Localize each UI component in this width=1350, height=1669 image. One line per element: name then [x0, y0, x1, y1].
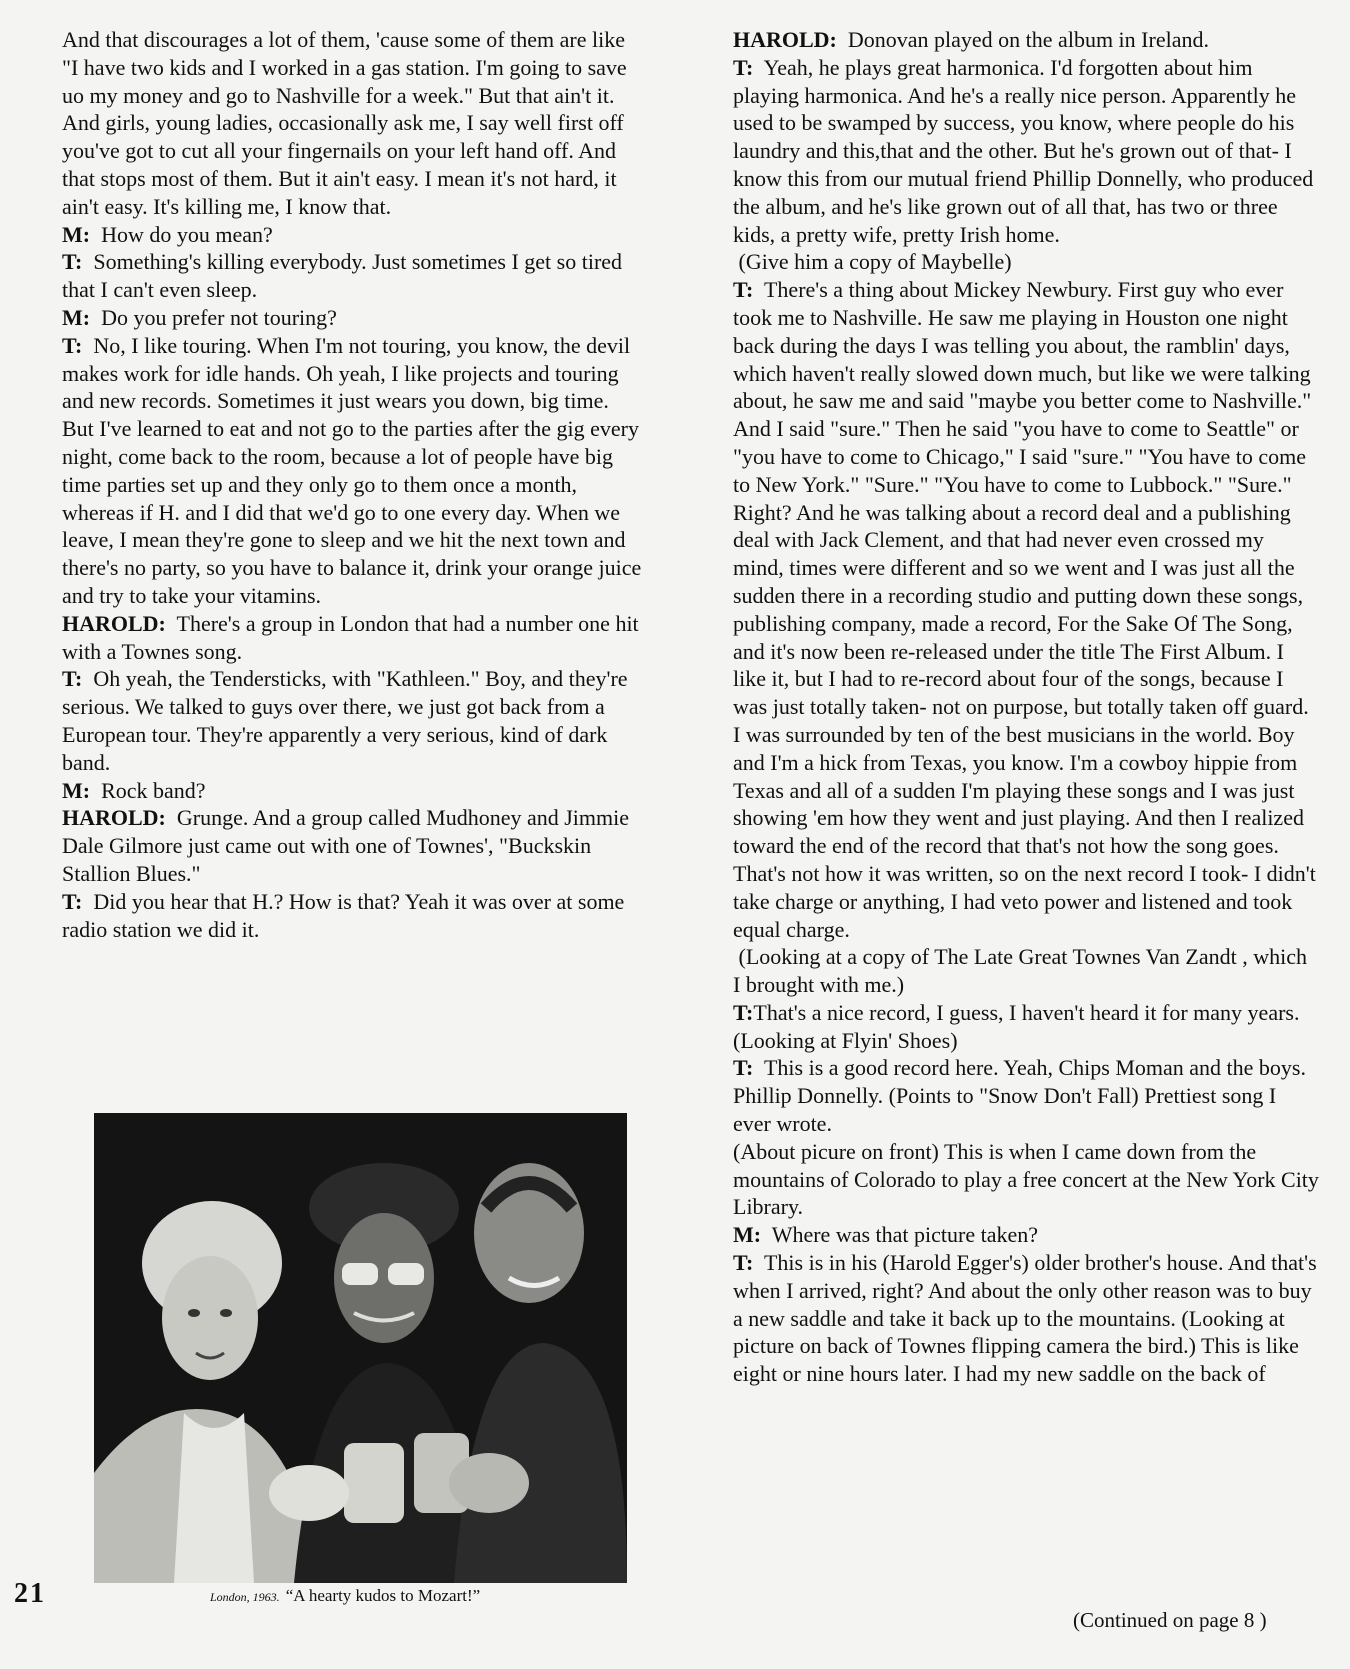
- paragraph: M: Where was that picture taken?: [733, 1222, 1039, 1248]
- speaker-label: T:: [733, 54, 754, 80]
- photo-caption: [210, 1586, 630, 1606]
- paragraph: And that discourages a lot of them, 'cause some of them are like "I have two kids and I worked in a gas station. I'm going to save uo my money and go to Nashville for a week." But that ain't it. And girls, young ladies, occasionally ask me, I say well first off you've got to cut all your fingernails on your left hand off. And that stops most of them. But it ain't easy. I mean it's not hard, it ain't easy. It's killing me, I know that.: [62, 27, 627, 219]
- caption-place: London, 1963.: [210, 1590, 280, 1604]
- speaker-label: M:: [62, 777, 91, 803]
- speaker-label: T:: [733, 277, 754, 303]
- speaker-label: HAROLD:: [62, 805, 166, 831]
- continued-note: (Continued on page 8 ): [1073, 1608, 1267, 1632]
- paragraph: M: Do you prefer not touring?: [62, 304, 337, 330]
- paragraph: HAROLD: Grunge. And a group called Mudhoney and Jimmie Dale Gilmore just came out with one of Townes', "Buckskin Stallion Blues.": [62, 805, 630, 886]
- page-number: 21: [14, 1578, 46, 1609]
- speaker-label: T:: [733, 999, 754, 1025]
- speaker-label: T:: [62, 666, 83, 692]
- paragraph: T:That's a nice record, I guess, I haven't heard it for many years.: [733, 999, 1300, 1025]
- speaker-label: M:: [62, 221, 91, 247]
- speaker-label: M:: [62, 304, 91, 330]
- paragraph: T: Something's killing everybody. Just sometimes I get so tired that I can't even sleep.: [62, 249, 623, 303]
- paragraph: T: Did you hear that H.? How is that? Yeah it was over at some radio station we did it.: [62, 888, 625, 942]
- speaker-label: HAROLD:: [62, 610, 166, 636]
- paragraph: T: Oh yeah, the Tendersticks, with "Kathleen." Boy, and they're serious. We talked to guys over there, we just got back from a European tour. They're apparently a very serious, kind of dark band.: [62, 666, 628, 775]
- speaker-label: M:: [733, 1222, 762, 1248]
- speaker-label: HAROLD:: [733, 27, 837, 52]
- paragraph: (Looking at Flyin' Shoes): [733, 1027, 958, 1053]
- speaker-label: T:: [62, 332, 83, 358]
- paragraph: M: How do you mean?: [62, 221, 273, 247]
- paragraph: HAROLD: Donovan played on the album in Ireland.: [733, 27, 1209, 52]
- photo-illustration: [94, 1113, 627, 1583]
- paragraph: T: This is a good record here. Yeah, Chips Moman and the boys. Phillip Donnelly. (Points to "Snow Don't Fall) Prettiest song I ever wrote.: [733, 1055, 1306, 1137]
- speaker-label: T:: [62, 888, 83, 914]
- paragraph: T: No, I like touring. When I'm not touring, you know, the devil makes work for idle hands. Oh yeah, I like projects and touring and new records. Sometimes it just wears you down, big time. But I've learned to eat and not go to the parties after the gig every night, come back to the room, because a lot of people have big time parties set up and they only go to them once a month, whereas if H. and I did that we'd go to one every day. When we leave, I mean they're gone to sleep and we hit the next town and there's no party, so you have to balance it, drink your orange juice and try to take your vitamins.: [62, 332, 642, 608]
- paragraph: T: There's a thing about Mickey Newbury. First guy who ever took me to Nashville. He saw me playing in Houston one night back during the days I was telling you about, the ramblin' days, which haven't really slowed down much, but like we were talking about, he saw me and said "maybe you better come to Nashville." And I said "sure." Then he said "you have to come to Seattle" or "you have to come to Chicago," I said "sure." "You have to come to New York." "Sure." "You have to come to Lubbock." "Sure." Right? And he was talking about a record deal and a publishing deal with Jack Clement, and that had never even crossed my mind, times were different and so we went and I was just all the sudden there in a recording studio and putting down these songs, publishing company, made a record, For the Sake Of The Song, and it's now been re-released under the title The First Album. I like it, but I had to re-record about four of the songs, because I was just totally taken- not on purpose, but totally taken off guard. I was surrounded by ten of the best musicians in the world. Boy and I'm a hick from Texas, you know. I'm a cowboy hippie from Texas and all of a sudden I'm playing these songs and I was just showing 'em how they went and just playing. And then I realized toward the end of the record that that's not how the song goes. That's not how it was written, so on the next record I took- I didn't take charge or anything, I had veto power and listened and took equal charge.: [733, 277, 1316, 942]
- paragraph: (Give him a copy of Maybelle): [738, 249, 1012, 275]
- speaker-label: T:: [733, 1250, 754, 1276]
- left-column: [62, 26, 642, 943]
- paragraph: T: This is in his (Harold Egger's) older brother's house. And that's when I arrived, right? And about the only other reason was to buy a new saddle and take it back up to the mountains. (Looking at picture on back of Townes flipping camera the bird.) This is like eight or nine hours later. I had my new saddle on the back of: [733, 1250, 1317, 1387]
- speaker-label: T:: [733, 1055, 754, 1081]
- band-photo: [94, 1113, 627, 1583]
- paragraph: (Looking at a copy of The Late Great Townes Van Zandt , which I brought with me.): [733, 944, 1307, 998]
- paragraph: T: Yeah, he plays great harmonica. I'd forgotten about him playing harmonica. And he's a really nice person. Apparently he used to be swamped by success, you know, where people do his laundry and this,that and the other. But he's grown out of that- I know this from our mutual friend Phillip Donnelly, who produced the album, and he's like grown out of all that, has two or three kids, a pretty wife, pretty Irish home.: [733, 54, 1314, 247]
- speaker-label: T:: [62, 249, 83, 275]
- caption-quote: “A hearty kudos to Mozart!”: [285, 1586, 481, 1605]
- paragraph: (About picure on front) This is when I came down from the mountains of Colorado to play a free concert at the New York City Library.: [733, 1138, 1319, 1220]
- paragraph: M: Rock band?: [62, 777, 206, 803]
- right-column: [733, 26, 1319, 1388]
- paragraph: HAROLD: There's a group in London that had a number one hit with a Townes song.: [62, 610, 639, 664]
